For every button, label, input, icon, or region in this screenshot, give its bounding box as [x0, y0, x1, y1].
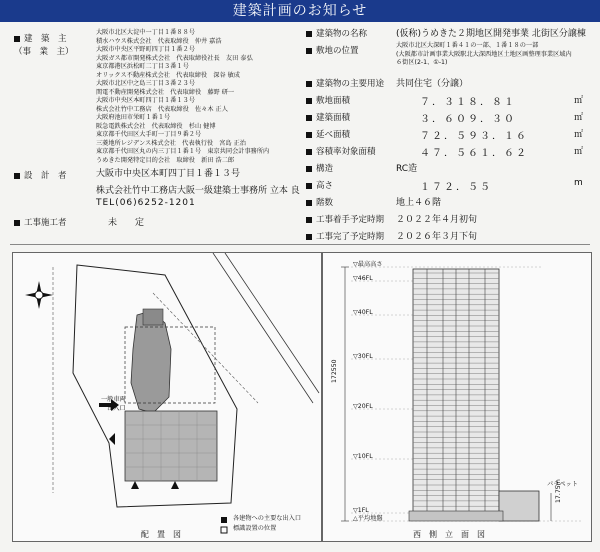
owner-line: 大阪市北区中之島三丁目３番２３号 — [96, 80, 195, 87]
tower-footprint — [131, 311, 171, 413]
road-line — [225, 253, 319, 393]
sign-legend-icon — [221, 527, 227, 533]
contractor-value: 未 定 — [108, 218, 145, 228]
floor-label: ▽30FL — [353, 353, 373, 360]
detail-value: 大阪市北区大深町１番４１の一部、１番１８の一部 — [396, 42, 539, 49]
designer-firm: 株式会社竹中工務店大阪一級建築士事務所 立本 良 — [96, 186, 300, 196]
floor-label: ▽20FL — [353, 403, 373, 410]
entrance-arrow-icon — [171, 481, 179, 489]
designer-label: 設 計 者 — [14, 169, 67, 181]
bullet-icon — [306, 81, 312, 87]
site-plan-panel — [12, 252, 322, 542]
elevation-drawing — [323, 253, 591, 541]
bullet-icon — [306, 200, 312, 206]
owner-line: 株式会社竹中工務店 代表取締役 佐々木 正人 — [96, 105, 228, 113]
bullet-icon — [14, 173, 20, 179]
bullet-icon — [306, 98, 312, 104]
owner-line: 阪急電鉄株式会社 代表取締役 杉山 健博 — [96, 122, 216, 130]
floor-label: ▽10FL — [353, 453, 373, 460]
elevation-caption: 西 側 立 面 図 — [413, 530, 485, 539]
north-compass-icon — [25, 281, 53, 309]
entrance-arrow-icon — [109, 433, 115, 445]
base-elevation — [409, 511, 503, 521]
detail-label: 敷地の位置 — [306, 44, 359, 56]
contractor-label: 工事施工者 — [14, 216, 67, 228]
floor-label: ▽1FL — [353, 507, 369, 514]
bullet-icon — [306, 183, 312, 189]
detail-unit: ㎡ — [574, 130, 584, 140]
owner-line: 大阪市北区大淀中一丁目１番８８号 — [96, 29, 195, 36]
detail-value: ７２．５９３．１６ — [420, 131, 528, 142]
site-plan-caption: 配 置 図 — [141, 530, 181, 539]
legend-sign: 標識設置の位置 — [233, 525, 277, 532]
floor-label: ▽40FL — [353, 309, 373, 316]
owner-line: 東京都千代田区丸の内三丁目１番１号 東京共同会計事務所内 — [96, 148, 270, 155]
designer-address: 大阪市中央区本町四丁目１番１３号 — [96, 169, 241, 179]
owner-line: 東京都港区浜松町二丁目３番１号 — [96, 63, 189, 70]
detail-label: 構造 — [306, 162, 333, 174]
legend-entrance: 各建物への主要な出入口 — [233, 515, 302, 522]
section-divider — [10, 244, 590, 245]
designer-tel: TEL(06)6252-1201 — [96, 198, 196, 208]
detail-value-line: ６街区(2-1、①-1) — [396, 59, 448, 66]
site-plan-drawing — [13, 253, 321, 541]
parapet-label: パラペット — [547, 481, 578, 488]
bullet-icon — [306, 234, 312, 240]
page-title: 建築計画のお知らせ — [0, 0, 600, 22]
right-dimension-label: 17.75m — [555, 479, 562, 503]
detail-label: 容積率対象面積 — [306, 145, 376, 157]
owner-line: 大阪ガス都市開発株式会社 代表取締役社長 友田 泰弘 — [96, 54, 253, 62]
entrance-label: 一般車両 出入口 — [101, 396, 126, 412]
owner-line: 大阪市中央区本町四丁目１番１３号 — [96, 97, 195, 104]
bullet-icon — [306, 149, 312, 155]
detail-label: 高さ — [306, 179, 333, 191]
owner-label: 建 築 主 — [14, 32, 67, 44]
entrance-arrow-icon — [131, 481, 139, 489]
floor-label: ▽46FL — [353, 275, 373, 282]
detail-unit: ㎡ — [574, 147, 584, 157]
detail-unit: ㎡ — [574, 96, 584, 106]
owner-line: 大阪市中央区平野町四丁目１番２号 — [96, 46, 195, 53]
detail-value: ３．６０９．３０ — [420, 114, 516, 125]
bullet-icon — [306, 48, 312, 54]
elevation-panel — [322, 252, 592, 542]
detail-value: 共同住宅（分譲） — [396, 79, 469, 89]
detail-label: 工事完了予定時期 — [306, 230, 384, 242]
owner-sub-label: （事 業 主） — [14, 47, 74, 57]
entrance-legend-icon — [221, 517, 227, 523]
detail-value: ４７．５６１．６２ — [420, 148, 528, 159]
owner-line: 東京都千代田区大手町一丁目９番２号 — [96, 131, 202, 138]
detail-unit: m — [574, 178, 583, 188]
detail-label: 敷地面積 — [306, 94, 350, 106]
owner-line: 大阪府池田市栄町１番１号 — [96, 114, 171, 121]
bullet-icon — [306, 31, 312, 37]
owner-line: 関電不動産開発株式会社 代表取締役 藤野 研一 — [96, 88, 235, 96]
bullet-icon — [306, 115, 312, 121]
tower-core — [143, 309, 163, 325]
floor-label: △平均地盤 — [353, 515, 383, 522]
detail-value: ２０２６年３月下旬 — [396, 232, 478, 242]
detail-label: 工事着手予定時期 — [306, 213, 384, 225]
podium-footprint — [125, 411, 217, 481]
bullet-icon — [306, 132, 312, 138]
detail-label: 階数 — [306, 196, 333, 208]
road-line — [213, 253, 313, 403]
detail-unit: ㎡ — [574, 113, 584, 123]
height-label: 172550 — [331, 359, 338, 383]
detail-value: (仮称)うめきた２期地区開発事業 北街区分譲棟 — [396, 29, 586, 39]
owner-line: 三菱地所レジデンス株式会社 代表執行役 宮島 正治 — [96, 139, 247, 147]
detail-label: 建築物の主要用途 — [306, 77, 384, 89]
owner-line: うめきた開発特定目的会社 取締役 新田 浩二郎 — [96, 156, 235, 164]
detail-value: ２０２２年４月初旬 — [396, 215, 478, 225]
owner-line: 積水ハウス株式会社 代表取締役 仲井 嘉浩 — [96, 37, 222, 45]
detail-value-line: (大阪都市計画事業大阪駅北大深西地区土地区画整理事業区域内 — [396, 51, 572, 58]
bullet-icon — [14, 220, 20, 226]
detail-value: 地上４６階 — [396, 198, 442, 208]
floor-label: ▽最高高さ — [353, 261, 383, 268]
detail-value: RC造 — [396, 164, 418, 174]
detail-value: １７２．５５ — [420, 182, 492, 193]
bullet-icon — [306, 217, 312, 223]
detail-label: 建築物の名称 — [306, 27, 367, 39]
bullet-icon — [306, 166, 312, 172]
owner-list — [96, 29, 269, 165]
detail-value: ７．３１８．８１ — [420, 97, 516, 108]
bullet-icon — [14, 36, 20, 42]
detail-label: 建築面積 — [306, 111, 350, 123]
podium-elevation — [499, 491, 539, 521]
owner-line: オリックス不動産株式会社 代表取締役 深谷 敏成 — [96, 71, 240, 79]
detail-label: 延べ面積 — [306, 128, 350, 140]
